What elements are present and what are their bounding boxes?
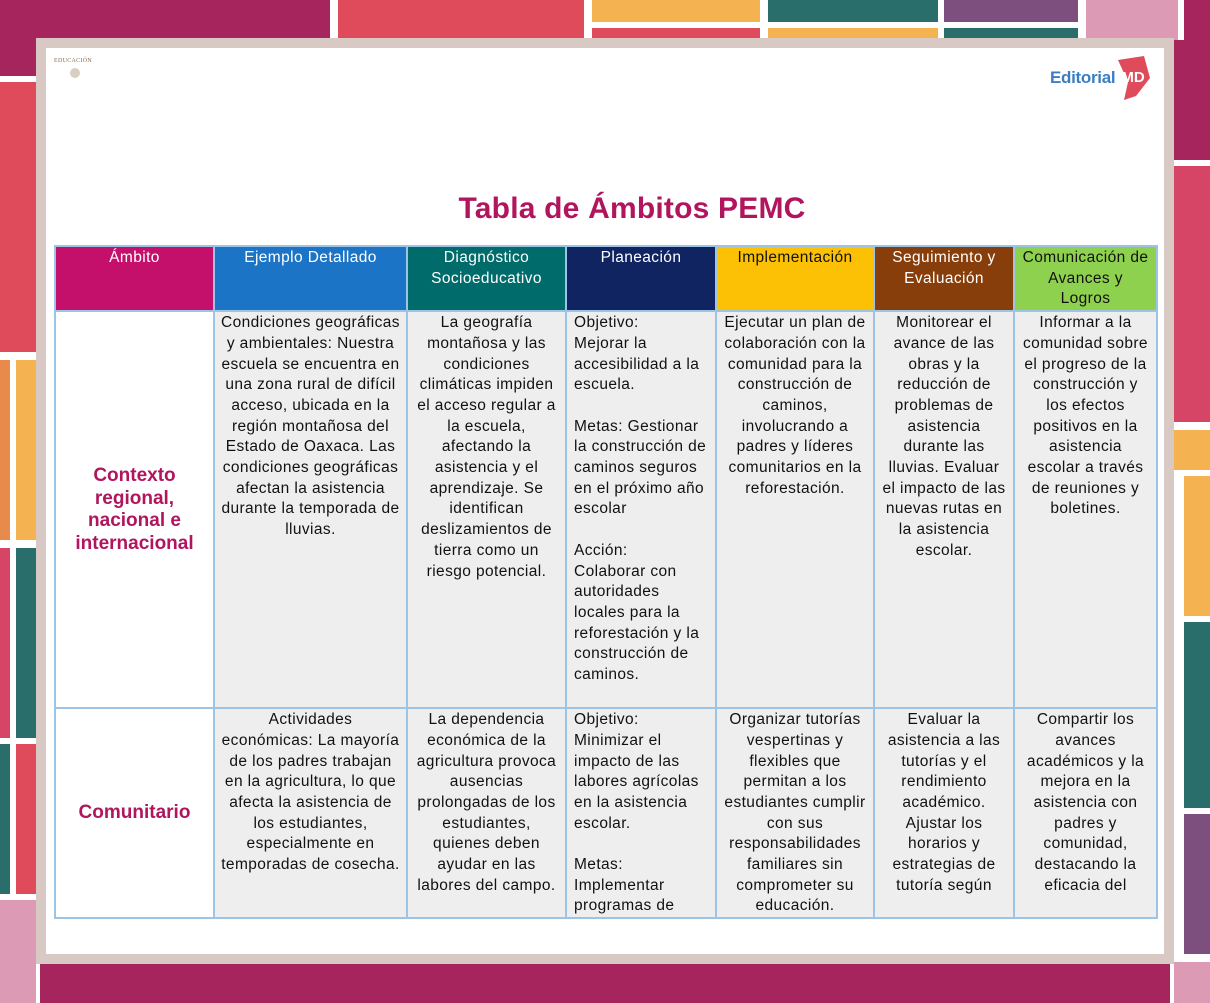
cell-diagnostico: La geografía montañosa y las condiciones climáticas impiden el acceso regular a la escuela, afectando la asistencia y el aprendizaje. Se identifican deslizamientos de tierra como un riesgo potencial. [407, 311, 566, 708]
brand-word: Editorial [1050, 68, 1116, 87]
cell-ejemplo: Condiciones geográficas y ambientales: Nuestra escuela se encuentra en una zona rural de difícil acceso, ubicada en la región montañosa del Estado de Oaxaca. Las condiciones geográficas afectan la asistencia durante la temporada de lluvias. [214, 311, 407, 708]
header-planeacion: Planeación [566, 246, 716, 311]
header-implementacion: Implementación [716, 246, 874, 311]
header-seguimiento: Seguimiento y Evaluación [874, 246, 1014, 311]
cell-ejemplo: Actividades económicas: La mayoría de los padres trabajan en la agricultura, lo que afecta la asistencia de los estudiantes, especialmente en temporadas de cosecha. [214, 708, 407, 918]
table-row [55, 708, 1157, 918]
seal-icon [70, 68, 80, 78]
cell-ambito: Contexto regional, nacional e internacional [55, 311, 214, 708]
cell-implementacion: Organizar tutorías vespertinas y flexibles que permitan a los estudiantes cumplir con sus responsabilidades familiares sin comprometer su educación. [716, 708, 874, 918]
header-diagnostico: Diagnóstico Socioeducativo [407, 246, 566, 311]
cell-planeacion: Objetivo: Minimizar el impacto de las labores agrícolas en la asistencia escolar. Metas: Implementar programas de [566, 708, 716, 918]
cell-ambito: Comunitario [55, 708, 214, 918]
cell-seguimiento: Monitorear el avance de las obras y la reducción de problemas de asistencia durante las lluvias. Evaluar el impacto de las nuevas rutas en la asistencia escolar. [874, 311, 1014, 708]
cell-comunicacion: Informar a la comunidad sobre el progreso de la construcción y los efectos positivos en la asistencia escolar a través de reuniones y boletines. [1014, 311, 1157, 708]
cell-planeacion: Objetivo: Mejorar la accesibilidad a la escuela. Metas: Gestionar la construcción de caminos seguros en el próximo año escolar Acción: Colaborar con autoridades locales para la reforestación y la construcción de caminos. [566, 311, 716, 708]
brand-mark-text: MD [1121, 69, 1145, 86]
header-ejemplo: Ejemplo Detallado [214, 246, 407, 311]
brand-mark-icon [1114, 56, 1152, 100]
header-comunicacion: Comunicación de Avances y Logros [1014, 246, 1157, 311]
header-ambito: Ámbito [55, 246, 214, 311]
education-logo-text: EDUCACIÓN [54, 58, 93, 64]
cell-diagnostico: La dependencia económica de la agricultura provoca ausencias prolongadas de los estudiantes, quienes deben ayudar en las labores del campo. [407, 708, 566, 918]
education-logo [54, 58, 104, 86]
pemc-table [54, 245, 1158, 919]
table-header-row [55, 246, 1157, 311]
table-row [55, 311, 1157, 708]
page-title: Tabla de Ámbitos PEMC [458, 192, 806, 225]
cell-seguimiento: Evaluar la asistencia a las tutorías y el rendimiento académico. Ajustar los horarios y estrategias de tutoría según [874, 708, 1014, 918]
cell-implementacion: Ejecutar un plan de colaboración con la comunidad para la construcción de caminos, involucrando a padres y líderes comunitarios en la reforestación. [716, 311, 874, 708]
editorial-brand-logo [1050, 56, 1154, 100]
cell-comunicacion: Compartir los avances académicos y la mejora en la asistencia con padres y comunidad, destacando la eficacia del [1014, 708, 1157, 918]
